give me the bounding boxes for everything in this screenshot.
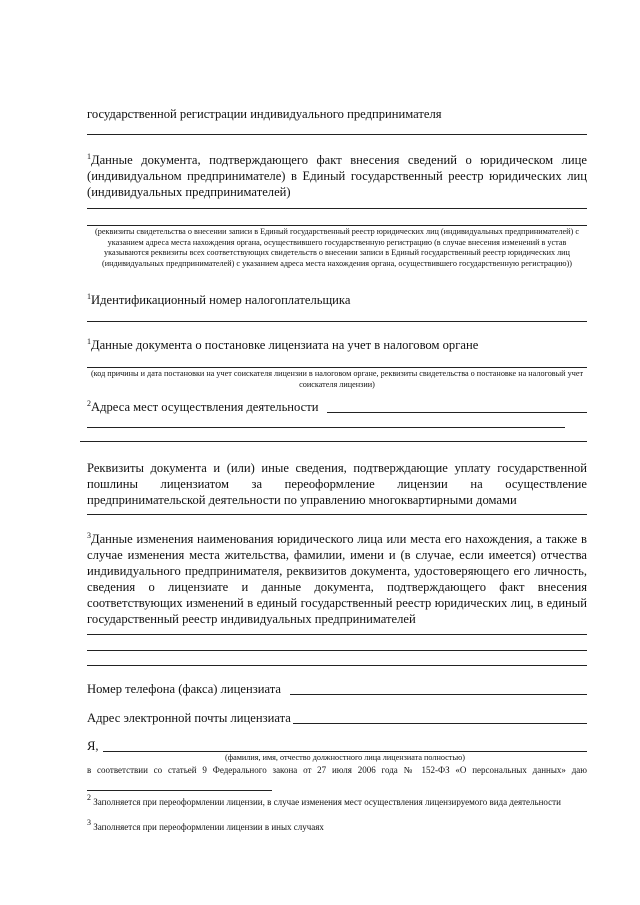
footnote-separator (87, 790, 272, 791)
footnote-ref: 1 (87, 292, 91, 301)
egrul-note: (реквизиты свидетельства о внесении записи в Единый государственный реестр юридических лиц (индивидуальных предпринимателей) с указанием адреса места нахождения органа, осуществившего государственную регистрацию (в случае внесения изменений в устав указываются реквизиты всех соответствующих свидетельств о внесении записи в Единый государственный реестр юридических лиц (индивидуальных предпринимателей) с указанием адреса места нахождения органа, осуществившего государственную регистрацию)) (95, 227, 579, 268)
email-fill-line[interactable] (293, 723, 587, 724)
footnote-3: $^3$ Заполняется при переоформлении лицензии в иных случаях (87, 818, 324, 832)
fill-line[interactable] (87, 427, 565, 428)
changes-section-text: $^3$Данные изменения наименования юридического лица или места его нахождения, а также в случае изменения места жительства, фамилии, имени и (в случае, если имеется) отчества индивидуального предпринимателя, реквизитов документа, удостоверяющего его личность, сведения о лицензиате и данные документа, подтверждающего факт внесения соответствующих изменений в единый государственный реестр юридических лиц, в единый государственный реестр индивидуальных предпринимателей (87, 531, 587, 626)
footnote-ref: 1 (87, 152, 91, 161)
registration-line-text: государственной регистрации индивидуального предпринимателя (87, 107, 442, 121)
fee-section-text: Реквизиты документа и (или) иные сведения, подтверждающие уплату государственной пошлины лицензиатом за переоформление лицензии на осуществление предпринимательской деятельности по управлению многоквартирными домами (87, 461, 587, 507)
footnote-number: 2 (87, 793, 91, 802)
fill-line[interactable] (87, 367, 587, 368)
email-label: Адрес электронной почты лицензиата (87, 711, 291, 725)
footnote-number: 3 (87, 818, 91, 827)
fill-line[interactable] (87, 321, 587, 322)
phone-label: Номер телефона (факса) лицензиата (87, 682, 281, 696)
fill-line[interactable] (80, 441, 587, 442)
name-fill-line[interactable] (103, 751, 587, 752)
ya-note: (фамилия, имя, отчество должностного лица лицензиата полностью) (225, 753, 465, 762)
fill-line[interactable] (327, 412, 587, 413)
egrul-section-text: $^1$Данные документа, подтверждающего факт внесения сведений о юридическом лице (индивидуальном предпринимателе) в Единый государственный реестр юридических лиц (индивидуальных предпринимателей) (87, 152, 587, 199)
fill-line[interactable] (87, 634, 587, 635)
consent-text: в соответствии со статьей 9 Федерального закона от 27 июля 2006 года № 152-ФЗ «О персональных данных» даю (87, 765, 587, 775)
fill-line[interactable] (87, 665, 587, 666)
fill-line[interactable] (87, 514, 587, 515)
fill-line[interactable] (87, 650, 587, 651)
addr-section-text: $^2$Адреса мест осуществления деятельности (87, 399, 319, 414)
inn-section-text: $^1$Идентификационный номер налогоплательщика (87, 292, 351, 307)
footnote-2: $^2$ Заполняется при переоформлении лицензии, в случае изменения мест осуществления лицензируемого вида деятельности (87, 793, 561, 807)
fill-line[interactable] (87, 208, 587, 209)
footnote-ref: 3 (87, 531, 91, 540)
phone-fill-line[interactable] (290, 694, 587, 695)
footnote-ref: 2 (87, 399, 91, 408)
fill-line[interactable] (87, 225, 587, 226)
ya-label: Я, (87, 739, 99, 753)
footnote-ref: 1 (87, 337, 91, 346)
tax-note: (код причины и дата постановки на учет соискателя лицензии в налоговом органе, реквизиты свидетельства о постановке на налоговый учет соискателя лицензии) (90, 369, 584, 389)
tax-section-text: $^1$Данные документа о постановке лицензиата на учет в налоговом органе (87, 337, 479, 352)
fill-line[interactable] (87, 134, 587, 135)
